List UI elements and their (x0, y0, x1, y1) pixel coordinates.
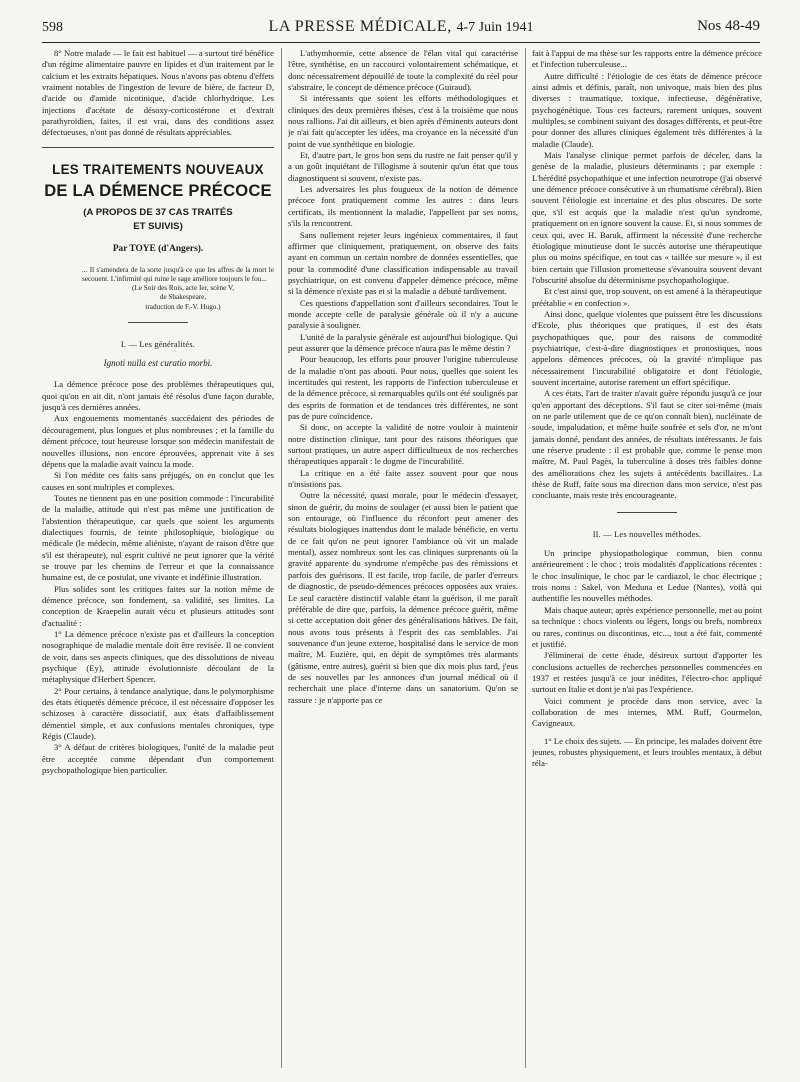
column-3 (532, 48, 762, 1068)
article-title-line2: DE LA DÉMENCE PRÉCOCE (44, 180, 272, 200)
body-paragraph: 2° Pour certains, à tendance analytique, dans le polymorphisme des états étiquetés démence précoce, il est nécessaire d'opposer les schizoses à caractère dissociatif, aux états d'affaiblissement démentiel simple, et aux confusions mentales chroniques, type Régis (Claude). (42, 685, 274, 742)
subtitle-line2: ET SUIVIS) (133, 220, 183, 232)
epigraph-source-line1: (Le Soir des Rois, acte Ier, scène V, (131, 284, 235, 293)
journal-title: LA PRESSE MÉDICALE, (268, 18, 452, 35)
body-paragraph: La critique en a été faite assez souvent pour que nous n'insistions pas. (288, 467, 518, 490)
body-paragraph: Si l'on médite ces faits sans préjugés, on en conclut que les causes en sont multiples et complexes. (42, 470, 274, 492)
section-heading-2: II. — Les nouvelles méthodes. (592, 529, 702, 539)
body-paragraph: J'éliminerai de cette étude, désireux surtout d'apporter les conclusions actuelles de recherches personnelles commencées en 1937 et restées jusqu'à ce jour inédites, l'électro-choc appliqué surtout en Italie et dont je n'ai pas l'expérience. (532, 650, 762, 695)
epigraph: ... Il s'amendera de la sorte jusqu'à ce que les affres de la mort le secouent. L'infirmité qui ruine le sage améliore toujours le fou... (82, 265, 274, 283)
body-paragraph: Pour beaucoup, les efforts pour prouver l'origine tuberculeuse de la maladie n'ont pas abouti. Pour nous, quelles que soient les incertitudes qui restent, les rapports de l'infection tuberculeuse et de la démence précoce, si remarquables qu'ils ont été soulignés par des esprits de formation et de tendances très différentes, ne sont pas de pure coïncidence. (288, 354, 518, 421)
author-byline: Par TOYE (d'Angers). (112, 243, 204, 254)
body-paragraph: fait à l'appui de ma thèse sur les rapports entre la démence précoce et l'infection tuberculeuse... (532, 48, 762, 70)
body-paragraph: Autre difficulté : l'étiologie de ces états de démence précoce ainsi admis et définis, paraît, non univoque, mais bien des plus diverses : traumatique, toxique, infectieuse, dégénérative, psychogénétique. Tous ces facteurs, rarement uniques, souvent multiples, se combinent suivant des dosages différents, et peut-être pour donner des allures cliniques également très différentes à la maladie (Claude). (532, 70, 762, 149)
body-paragraph: Toutes ne tiennent pas en une position commode : l'incurabilité de la maladie, attitude qui n'est pas même une justification de l'abstention thérapeutique, car quels que soient les arguments dialectiques fournis, de teinte philosophique, biologique ou médicale (le médecin, même aliéniste, n'ayant de raison d'être que s'il est thérapeute), nul esprit cultivé ne peut ignorer que la vérité se trouve par les chemins de l'erreur et que la connaissance humaine est, de ce postulat, une vivante et indéfinie illustration. (42, 492, 274, 583)
body-paragraph: Sans nullement rejeter leurs ingénieux commentaires, il faut affirmer que cliniquement, pratiquement, on observe des faits ayant en commun un certain nombre de données essentielles, que pour la commodité d'une classification indispensable au travail psychiatrique, on est convenu d'appeler démence précoce, même si la démence n'existe pas et si la maladie a débuté tardivement. (288, 229, 518, 297)
article-subtitle (42, 206, 274, 234)
previous-article-paragraph: 8° Notre malade — le fait est habituel — a surtout tiré bénéfice d'un régime alimentaire pauvre en lipides et d'un traitement par le calcium et les extraits hépatiques. Nous n'avons pas obtenu d'effets vraiment notables de l'ingestion de levure de bière, de facteur D, d'acide ou d'amide nicotinique, d'acide chlorhydrique. Les injections d'acétate de désoxy-corticostérone et d'extrait parathyroïdien, faites, il est vrai, dans des conditions assez défectueuses, n'ont pas donné de résultats appréciables. (42, 48, 274, 138)
body-paragraph: Voici comment je procède dans mon service, avec la collaboration de mes internes, MM. Ruff, Gourmelon, Cavigneaux. (532, 695, 762, 729)
body-paragraph: Plus solides sont les critiques faites sur la notion même de démence précoce, son fondement, sa validité, ses limites. La conception de Kraepelin aurait vécu et plusieurs attitudes sont d'actualité : (42, 583, 274, 628)
issue-number: Nos 48-49 (697, 18, 760, 34)
body-paragraph: Un principe physiopathologique commun, bien connu antérieurement : le choc ; trois modalités d'applications récentes : le choc insulinique, le choc par le cardiazol, le choc électrique ; trois noms : Sakel, von Meduna et Ledue (Nantes), voilà qui authentifie les nouvelles méthodes. (532, 548, 762, 604)
column-1 (42, 48, 274, 1068)
column-divider (525, 48, 526, 1068)
body-paragraph: L'unité de la paralysie générale est aujourd'hui biologique. Qui peut assurer que la démence précoce n'aura pas le même destin ? (288, 331, 518, 353)
body-paragraph: Si donc, on accepte la validité de notre vouloir à maintenir notre distinction clinique, tant pour des raisons théoriques que surtout pratiques, un autre aspect difficultueux de nos recherches thérapeutiques apparaît : le dogme de l'incurabilité. (288, 422, 518, 467)
epigraph-source-line3: traduction de F.-V. Hugo.) (145, 302, 221, 311)
body-paragraph: 1° La démence précoce n'existe pas et d'ailleurs la conception nosographique de maladie mentale doit être revisée. Il ne convient de voir, dans ses aspects cliniques, que des dissolutions de niveau psychique (Ey), attitude évolutionniste découlant de la métaphysique d'Herbert Spencer. (42, 629, 274, 685)
body-paragraph: La démence précoce pose des problèmes thérapeutiques qui, quoi qu'on en ait dit, n'ont jamais été résolus d'une façon durable, jusqu'à ces dernières années. (42, 379, 274, 413)
body-paragraph: Et, d'autre part, le gros bon sens du rustre ne fait penser qu'il y a un goût inquiétant de l'illogisme à soutenir qu'un état que tous diagnostiquent si souvent, n'existe pas. (288, 150, 518, 183)
page-number: 598 (42, 20, 63, 35)
body-paragraph: Et c'est ainsi que, trop souvent, on est amené à la thérapeutique préétablie « en confection ». (532, 286, 762, 308)
body-paragraph: Ces questions d'appellation sont d'ailleurs secondaires. Tout le monde accepte celle de paralysie générale où il n'y a aucune paralysie à souligner. (288, 297, 518, 331)
epigraph-source (92, 284, 274, 312)
section-heading-1: I. — Les généralités. (120, 339, 196, 349)
issue-date: 4-7 Juin 1941 (456, 20, 534, 35)
header-rule (42, 42, 760, 43)
epigraph-source-line2: de Shakespeare, (159, 293, 207, 302)
column-2 (288, 48, 518, 1068)
article-separator (42, 147, 274, 148)
body-paragraph: Les adversaires les plus fougueux de la notion de démence précoce font pratiquement comme les autres : dans leurs certificats, ils mentionnent la maladie, l'appellent par ses noms, s'ils la rencontrent. (288, 184, 518, 229)
latin-motto: Ignoti nulla est curatio morbi. (103, 358, 213, 369)
body-paragraph: Aux engouements momentanés succédaient des périodes de découragement, plus longues et plus nombreuses ; et la famille du dément précoce, tout heureuse lorsque son médecin manifestait de nouvelles illusions, non encore éprouvées, apprenait vite à ses dépens que la maladie avait vaincu la mode. (42, 413, 274, 469)
body-paragraph: Si intéressants que soient les efforts méthodologiques et cliniques des deux premières thèses, c'est à la troisième que nous nous rallions. J'ai dit ailleurs, et bien après d'éminents auteurs dont je n'ai fait qu'accepter les idées, ma croyance en la nécessité d'un point de vue synthétique en biologie. (288, 93, 518, 149)
body-paragraph: A ces états, l'art de traiter n'avait guère répondu jusqu'à ce jour qu'en apportant des déceptions. S'il faut se citer soi-même (mais on ne parle utilement que de ce qu'on connaît bien), nucléinate de soude, impaludation, et même huile soufrée et sels d'or, ne m'ont jamais donné, pendant des années, de résultats intéressants. Je fais une réserve prudente : il est probable que, comme le pense mon maître, M. Paul Pagès, la tuberculine à doses très faibles donne des améliorations chez les sujets à antécédents bacillaires. La thèse de Ruff, faite sous ma direction dans mon service, n'est pas concluante, mais reste très encourageante. (532, 388, 762, 501)
body-paragraph: L'athymhormie, cette absence de l'élan vital qui caractérise l'être, synthétise, en un raccourci volontairement schématique, et donc nécessairement dépouillé de toute la complexité du réel pour s'abstraire, le concept de démence précoce (Guiraud). (288, 48, 518, 93)
journal-masthead (42, 18, 760, 36)
body-paragraph: Outre la nécessité, quasi morale, pour le médecin d'essayer, sinon de guérir, du moins de soulager (et aussi bien le patient que son entourage, où l'influence du réconfort peut amener des résultats biologiques inattendus dont le malade bénéficie, en vertu de ce fait qu'on ne peut ignorer l'ambiance où vit un malade mental), assez nombreux sont les cas cliniques surprenants où la gravité apparente du syndrome n'empêche pas des rémissions et parfois des guérisons. Il est facile, trop facile, de parler d'erreurs de diagnostic, de pseudo-démences précoces opposées aux vraies. Le seul caractère distinctif valable étant la guérison, il me paraît préférable de dire que, parfois, la démence précoce guérit, même si cette acceptation doit gêner des généralisations hâtives. De fait, nous avons tous présents à l'esprit des cas semblables. J'ai souvenance d'un jeune externe, hospitalisé dans le service de mon maître, M. Euzière, qui, en dépit de symptômes très alarmants (gâtisme, entre autres), guérit si bien que dix mois plus tard, j'eus de ses nouvelles par les annonces d'un journal médical où il recherchait une place d'interne dans un sanatorium. Qu'on se rassure : je n'apporte pas ce (288, 490, 518, 705)
section-rule (128, 322, 188, 323)
column-divider (281, 48, 282, 1068)
body-paragraph: Mais l'analyse clinique permet parfois de déceler, dans la genèse de la maladie, plusieurs déterminants ; par exemple : L'hérédité psychopathique et une infection neurotrope (j'ai observé une démence précoce consécutive à un rhumatisme cérébral). Bien souvent l'étiologie est incertaine et des plus obscures. De sorte que, s'il est acquis que la maladie n'est qu'un syndrome, pratiquement on en ignore souvent la cause. Et, si nous sommes de ceux qui, avec H. Baruk, affirment la nécessité d'une recherche étiologique minutieuse dont le succès autorise une thérapeutique plus ou moins spécifique, en tout cas « taillée sur mesure », il est bien certain que l'illusion prometteuse s'évanouira souvent devant l'obscurité absolue du déterminisme psychopathologique. (532, 150, 762, 285)
body-paragraph: 1° Le choix des sujets. — En principe, les malades doivent être jeunes, robustes physiquement, et leurs troubles mentaux, à début réla- (532, 735, 762, 769)
page-header (42, 14, 760, 42)
body-paragraph: Ainsi donc, quelque violentes que puissent être les discussions d'Ecole, plus théoriques que pratiques, il est des états psychopathiques que, pour des raisons de commodité psychiatrique, c'est-à-dire diagnostiques et pronostiques, nous appelons démences précoces, où la gravité n'implique pas nécessairement l'incurabilité obligatoire et dont l'étiologie, souvent incertaine, autorise rarement un effort spécifique. (532, 308, 762, 387)
section-rule (617, 512, 677, 513)
body-paragraph: Mais chaque auteur, après expérience personnelle, met au point sa technique : chocs violents ou légers, longs ou brefs, nombreux ou rares, continus ou discontinus, etc..., tout a été fait, commenté et justifié. (532, 604, 762, 649)
article-title-line1: LES TRAITEMENTS NOUVEAUX (52, 161, 264, 177)
body-paragraph: 3° A défaut de critères biologiques, l'unité de la maladie peut être acceptée comme dépendant d'un comportement psychopathologique bien particulier. (42, 742, 274, 776)
subtitle-line1: (A PROPOS DE 37 CAS TRAITÉS (83, 206, 233, 218)
